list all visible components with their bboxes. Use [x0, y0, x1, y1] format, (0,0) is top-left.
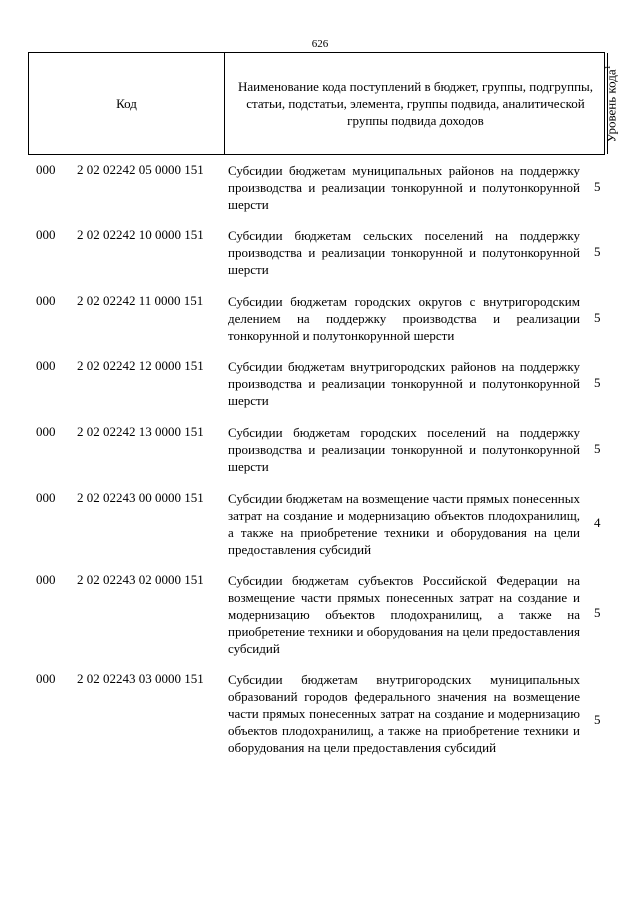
row-budget-code: 2 02 02243 00 0000 151 [77, 490, 204, 505]
row-level: 5 [594, 244, 601, 259]
row-admin-code: 000 [36, 227, 56, 242]
header-name-cell [224, 53, 608, 154]
row-admin-code: 000 [36, 293, 56, 308]
row-admin-code: 000 [36, 162, 56, 177]
header-code-label: Код [116, 95, 137, 111]
row-name: Субсидии бюджетам муниципальных районов на поддержку производства и реализации тонкорунной и полутонкорунной шерсти [228, 163, 580, 212]
row-admin-code: 000 [36, 358, 56, 373]
row-budget-code: 2 02 02243 03 0000 151 [77, 671, 204, 686]
header-code-cell [29, 53, 225, 154]
row-name: Субсидии бюджетам субъектов Российской Федерации на возмещение части прямых понесенных затрат на создание и модернизацию объектов плодохранилищ, а также на приобретение техники и оборудования на цели предоставления субсидий [228, 573, 580, 656]
row-budget-code: 2 02 02242 05 0000 151 [77, 162, 204, 177]
row-level: 5 [594, 310, 601, 325]
row-admin-code: 000 [36, 490, 56, 505]
row-budget-code: 2 02 02242 10 0000 151 [77, 227, 204, 242]
row-level: 5 [594, 712, 601, 727]
header-level-label: Уровень кода [603, 68, 619, 143]
row-name: Субсидии бюджетам сельских поселений на поддержку производства и реализации тонкорунной и полутонкорунной шерсти [228, 228, 580, 277]
row-level: 5 [594, 441, 601, 456]
row-budget-code: 2 02 02242 12 0000 151 [77, 358, 204, 373]
row-level: 5 [594, 179, 601, 194]
table-header [28, 52, 619, 155]
row-name: Субсидии бюджетам городских округов с внутригородским делением на поддержку производства и реализации тонкорунной и полутонкорунной шерсти [228, 294, 580, 343]
header-level-footnote: 1 [603, 64, 612, 69]
row-level: 4 [594, 515, 601, 530]
row-budget-code: 2 02 02242 13 0000 151 [77, 424, 204, 439]
header-name-label: Наименование кода поступлений в бюджет, группы, подгруппы, статьи, подстатьи, элемента, группы подвида, аналитической группы подвида доходов [237, 79, 594, 128]
row-admin-code: 000 [36, 572, 56, 587]
row-name: Субсидии бюджетам городских поселений на поддержку производства и реализации тонкорунной и полутонкорунной шерсти [228, 425, 580, 474]
row-admin-code: 000 [36, 424, 56, 439]
row-level: 5 [594, 375, 601, 390]
row-budget-code: 2 02 02242 11 0000 151 [77, 293, 204, 308]
row-budget-code: 2 02 02243 02 0000 151 [77, 572, 204, 587]
row-name: Субсидии бюджетам внутригородских муниципальных образований городов федерального значения на возмещение части прямых понесенных затрат на создание и модернизацию объектов плодохранилищ, а также на приобретение техники и оборудования на цели предоставления субсидий [228, 672, 580, 755]
header-level-label-wrap [600, 60, 619, 148]
page-number: 626 [311, 38, 329, 50]
row-name: Субсидии бюджетам на возмещение части прямых понесенных затрат на создание и модернизацию объектов плодохранилищ, а также на приобретение техники и оборудования на цели предоставления субсидий [228, 491, 580, 557]
row-name: Субсидии бюджетам внутригородских районов на поддержку производства и реализации тонкорунной и полутонкорунной шерсти [228, 359, 580, 408]
row-level: 5 [594, 605, 601, 620]
row-admin-code: 000 [36, 671, 56, 686]
